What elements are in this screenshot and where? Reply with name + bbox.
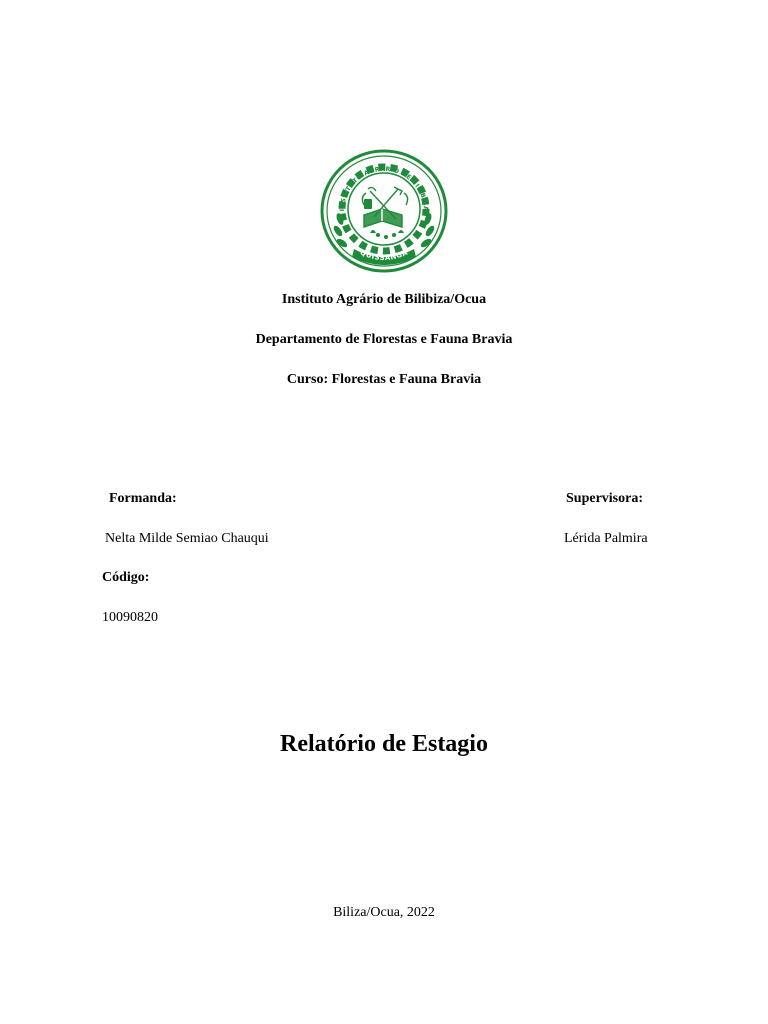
institution-seal-logo (320, 149, 448, 273)
seal-bottom-text: QUISSANGA (358, 248, 410, 263)
place-date: Biliza/Ocua, 2022 (333, 905, 435, 920)
institution-name: Instituto Agrário de Bilibiza/Ocua (281, 292, 487, 307)
seal-top-text: INSTITUTO AGRÁRIO DE BILIBIZA (338, 165, 430, 212)
code-label: Código: (102, 570, 150, 585)
supervisor-label: Supervisora: (566, 491, 643, 506)
student-name: Nelta Milde Semiao Chauqui (105, 531, 269, 546)
supervisor-name: Lérida Palmira (564, 531, 648, 546)
report-title: Relatório de Estagio (280, 731, 488, 757)
department-name: Departamento de Florestas e Fauna Bravia (255, 332, 513, 347)
course-name: Curso: Florestas e Fauna Bravia (286, 372, 482, 387)
code-value: 10090820 (102, 610, 158, 625)
student-label: Formanda: (109, 491, 177, 506)
